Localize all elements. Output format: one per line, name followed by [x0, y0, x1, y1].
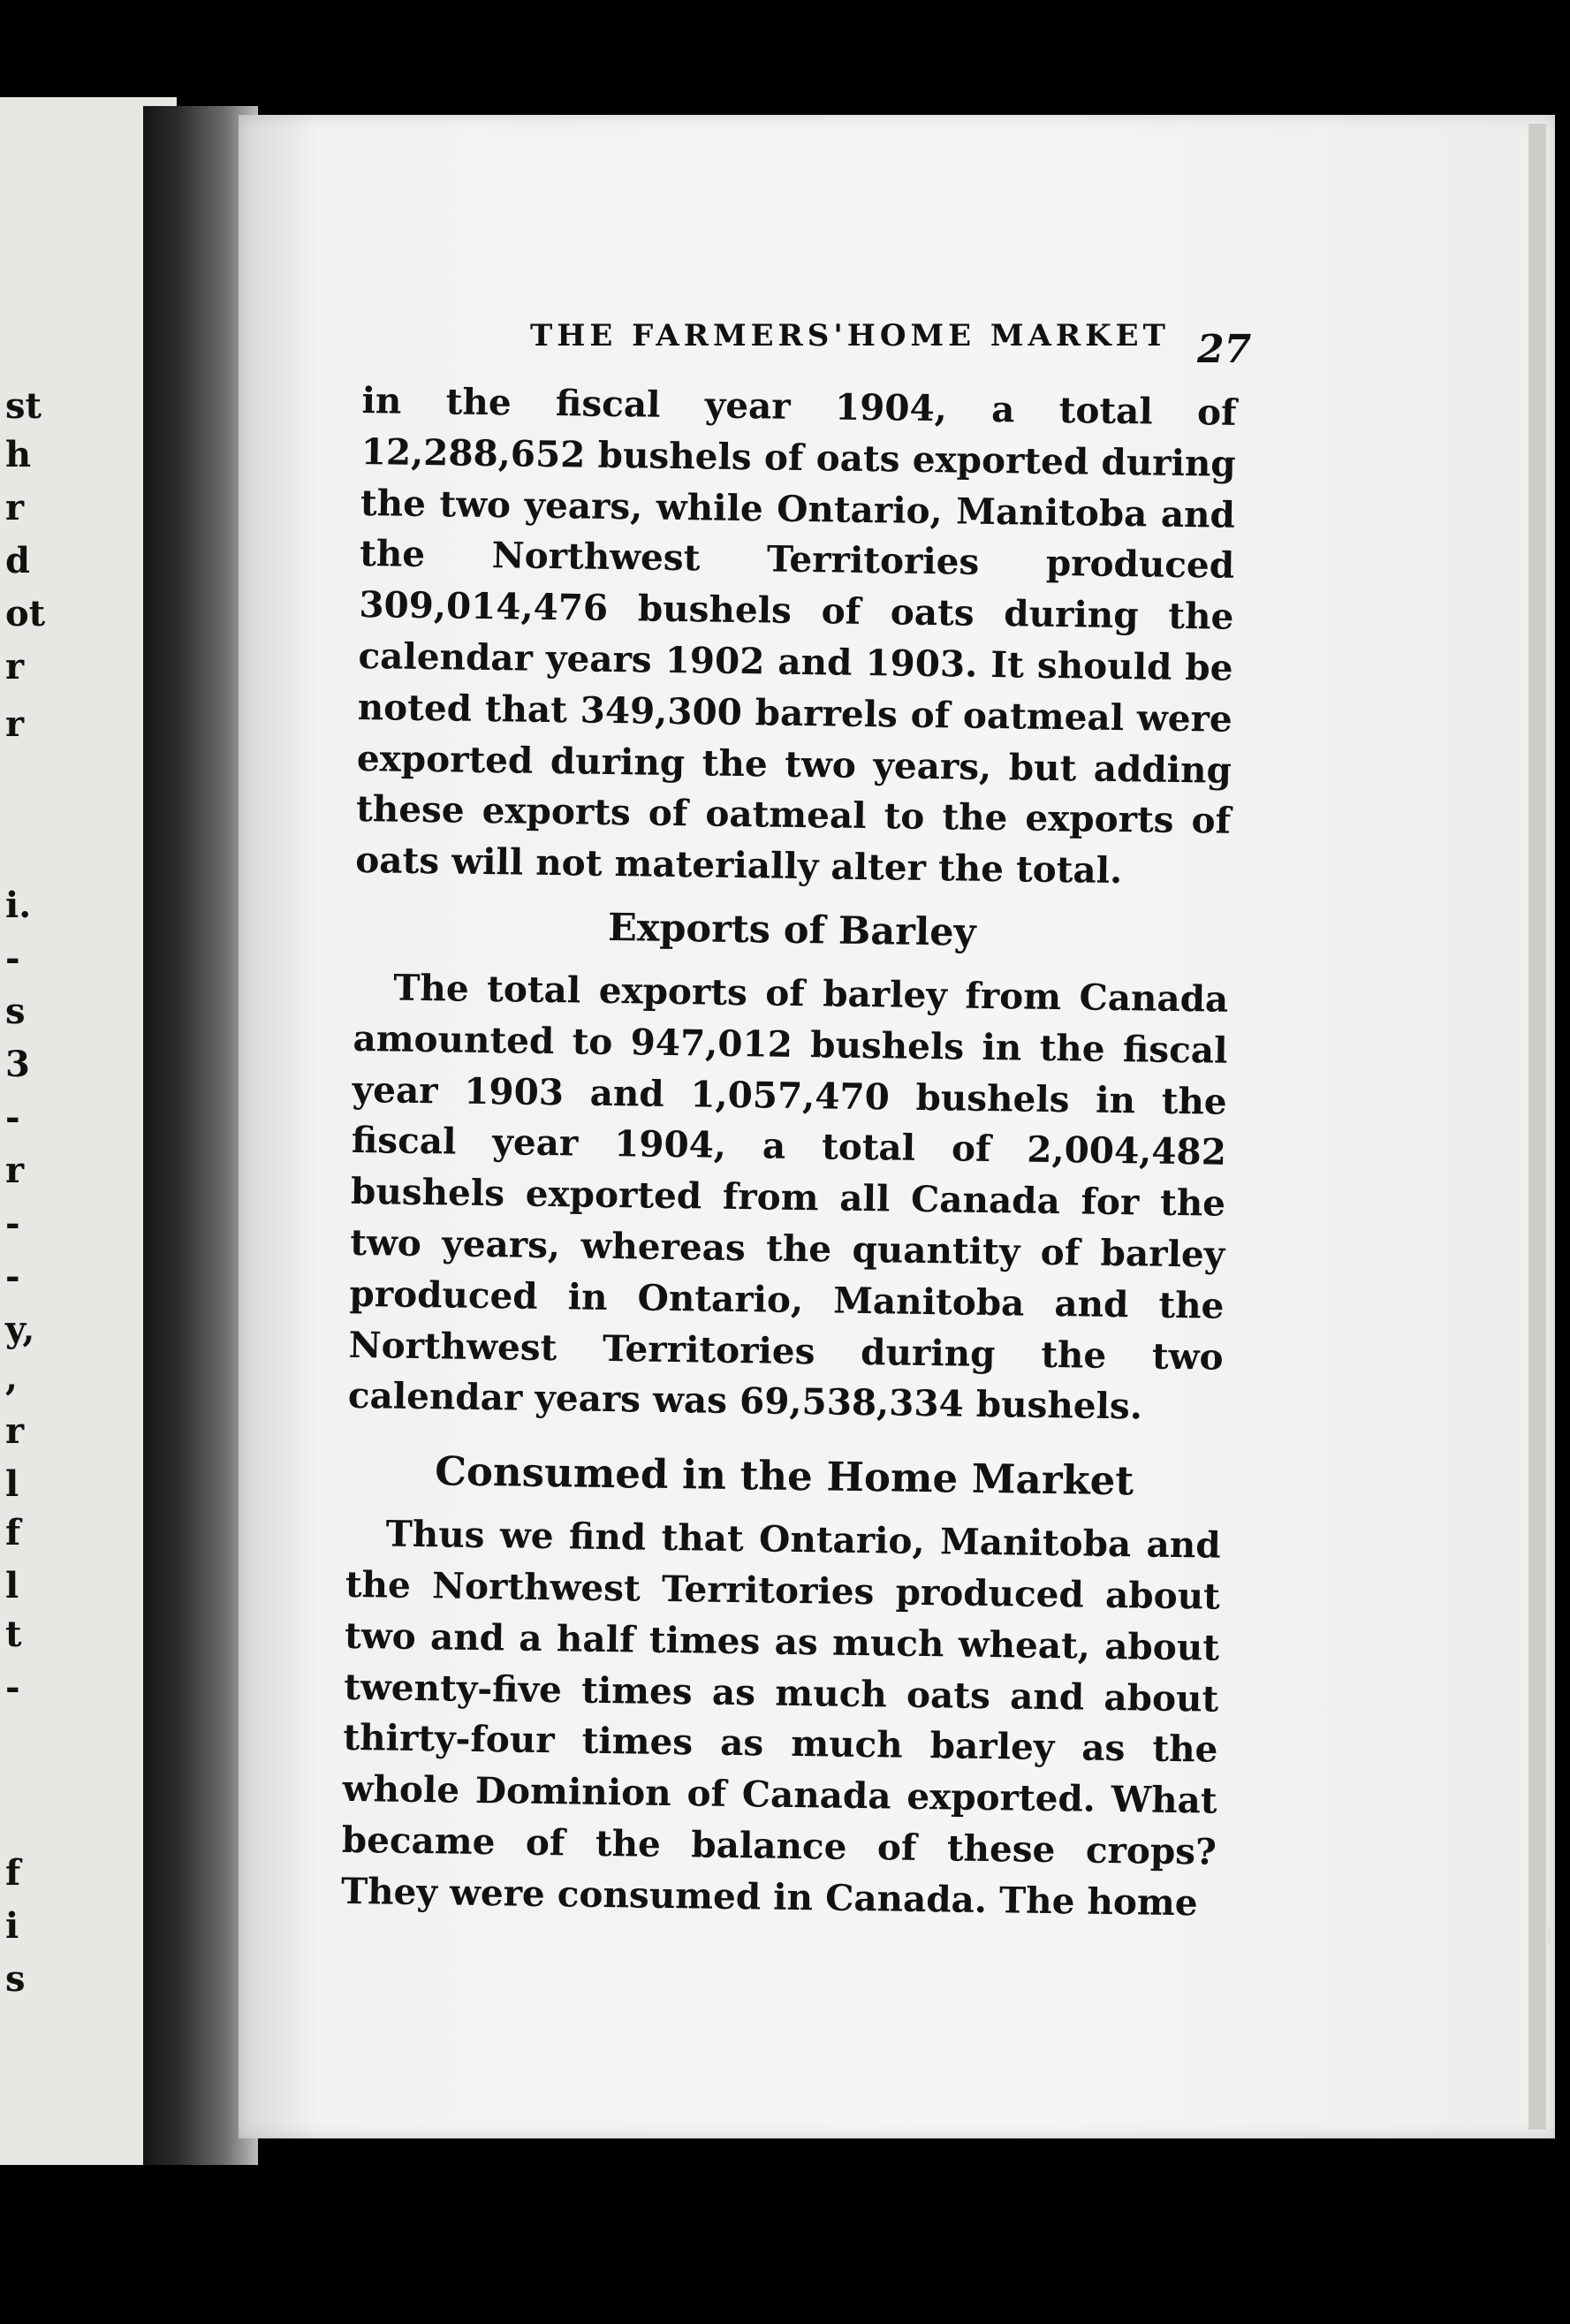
left-page-fragment: i — [5, 1905, 19, 1947]
left-page-fragment: - — [5, 1256, 20, 1297]
left-page-fragment: st — [5, 385, 42, 427]
heading-exports-of-barley: Exports of Barley — [607, 905, 976, 955]
paragraph-home-market: Thus we find that Ontario, Manitoba and the Northwest Territories produced about two and a half times as much wheat, about twenty-five times as much oats and about thirty-four times as much barley as the whole Dominion of Canada exported. What became of the balance of these crops? They were consumed in Canada. The home — [340, 1512, 1221, 1925]
left-page-fragment: h — [5, 434, 32, 475]
page-body — [341, 376, 1237, 1929]
left-page-fragment: r — [5, 1150, 25, 1191]
left-page-fragment: l — [5, 1565, 19, 1606]
left-page-fragment: - — [5, 1667, 20, 1708]
left-page-fragment: - — [5, 938, 20, 979]
left-page-fragment: l — [5, 1463, 19, 1505]
left-page-fragment: - — [5, 1203, 20, 1244]
left-page-fragment: s — [5, 991, 26, 1032]
page-number: 27 — [1197, 327, 1252, 372]
left-page-fragment: - — [5, 1097, 20, 1138]
left-page-fragment: r — [5, 703, 25, 745]
left-page-fragment: , — [5, 1357, 18, 1399]
left-page-fragment: i. — [5, 885, 32, 926]
left-page-fragment: ot — [5, 593, 46, 634]
paragraph-oats: in the fiscal year 1904, a total of 12,288,652 bushels of oats exported during the two years, while Ontario, Manitoba and the Northwest Territories produced 309,014,476 bushels of oats during the calendar years 1902 and 1903. It should be noted that 349,300 barrels of oatmeal were exported during the two years, but adding these exports of oatmeal to the exports of oats will not materially alter the total. — [355, 378, 1237, 892]
left-page-fragment: s — [5, 1958, 26, 2000]
page-edge — [1528, 124, 1546, 2130]
right-edge-mark: ı — [1544, 1916, 1554, 1951]
left-page-fragment: r — [5, 1410, 25, 1452]
left-page-fragment: f — [5, 1852, 21, 1894]
left-page-fragment: d — [5, 540, 30, 581]
left-page-fragment: r — [5, 646, 25, 687]
left-page-fragment: t — [5, 1614, 22, 1655]
running-head: THE FARMERS'HOME MARKET — [530, 318, 1170, 353]
heading-consumed-home-market: Consumed in the Home Market — [434, 1447, 1134, 1505]
left-page-fragment: f — [5, 1512, 21, 1553]
left-page-fragment: r — [5, 487, 25, 528]
left-page-fragment: 3 — [5, 1044, 30, 1085]
left-page-fragment: y, — [5, 1309, 35, 1350]
paragraph-barley: The total exports of barley from Canada amounted to 947,012 bushels in the fiscal year 1903 and 1,057,470 bushels in the fiscal year 1904, a total of 2,004,482 bushels exported from all Canada for the two years, whereas the quantity of barley produced in Ontario, Manitoba and the Northwest Territories during the two calendar years was 69,538,334 bushels. — [347, 966, 1229, 1428]
